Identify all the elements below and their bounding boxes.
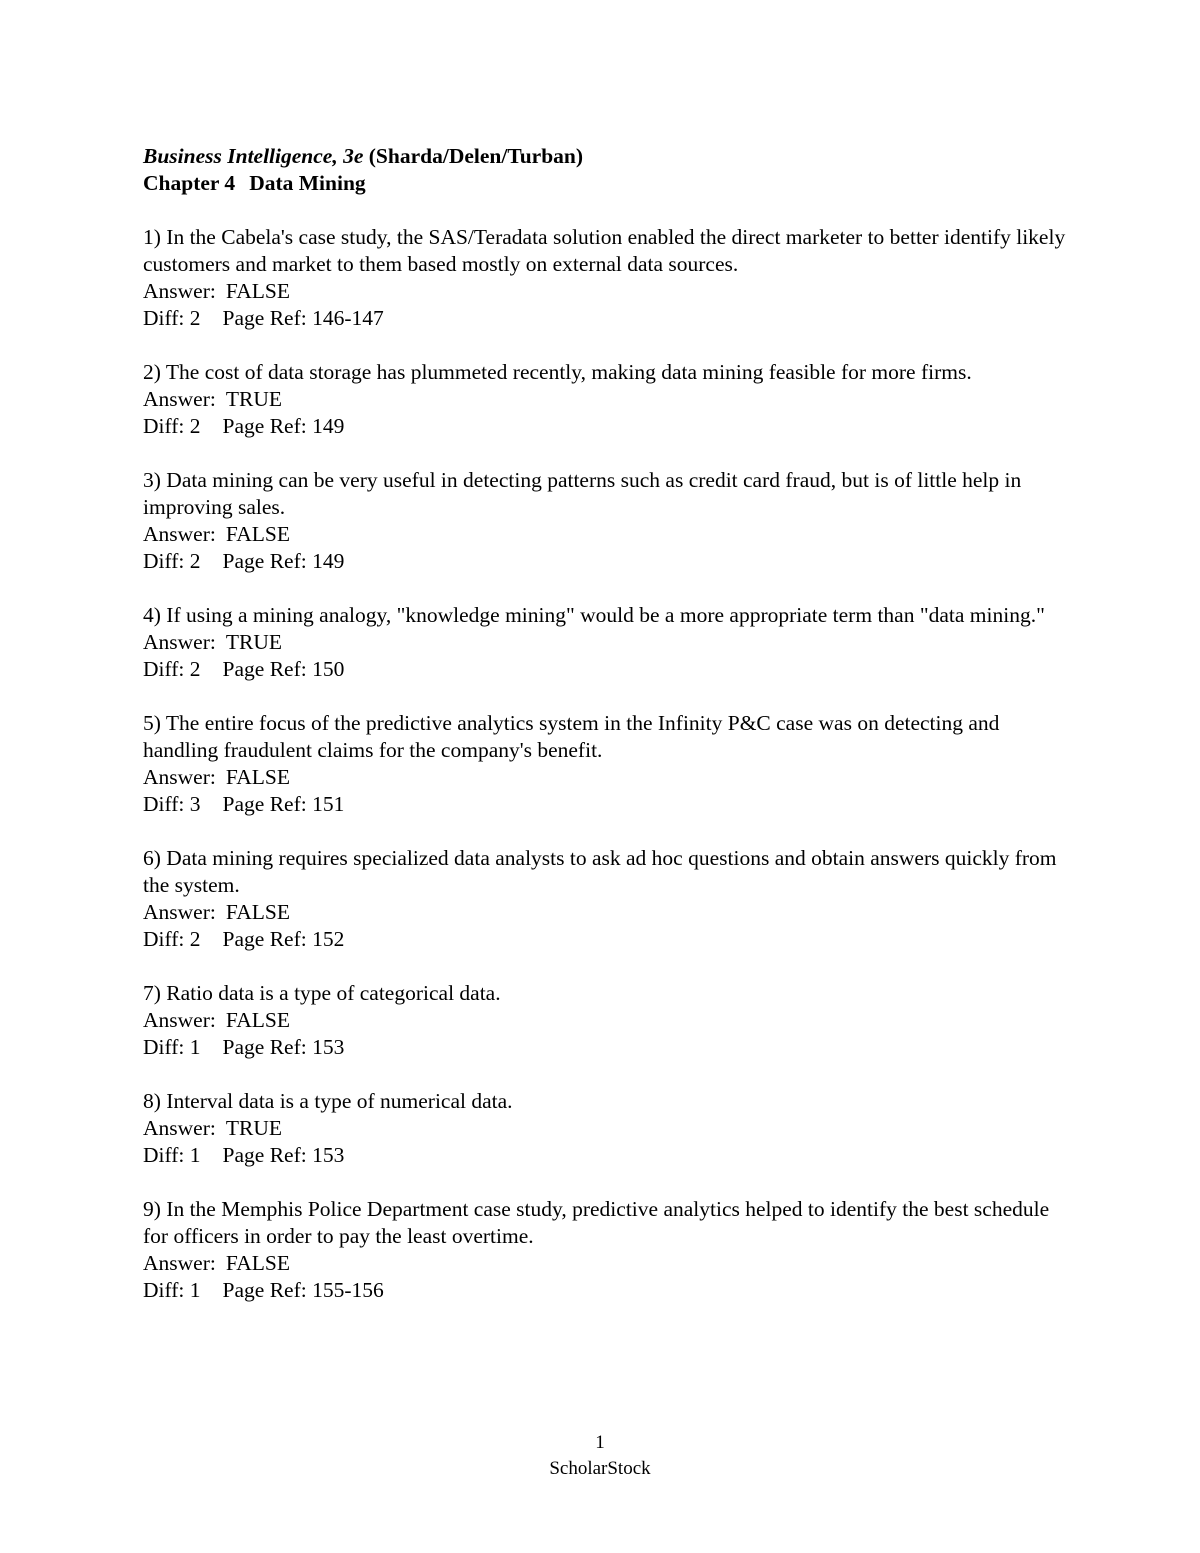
question-item: [143, 224, 1073, 332]
book-title: Business Intelligence, 3e: [143, 144, 364, 168]
answer-label: Answer:: [143, 1116, 216, 1140]
question-number: 2): [143, 360, 161, 384]
question-number: 8): [143, 1089, 161, 1113]
page-ref-label: Page Ref:: [222, 792, 307, 816]
difficulty-line: [143, 1277, 1073, 1304]
page-ref-value: 149: [312, 549, 345, 573]
question-text: [143, 1088, 1073, 1115]
answer-value: FALSE: [225, 279, 290, 303]
chapter-heading: [143, 170, 1073, 197]
question-number: 3): [143, 468, 161, 492]
page-ref-value: 146-147: [312, 306, 384, 330]
page-ref-value: 151: [312, 792, 345, 816]
difficulty-value: 2: [189, 306, 201, 330]
page-content: [143, 143, 1073, 1331]
question-item: [143, 845, 1073, 953]
footer-brand: ScholarStock: [549, 1458, 651, 1479]
difficulty-line: [143, 926, 1073, 953]
question-body: Ratio data is a type of categorical data.: [166, 981, 501, 1005]
difficulty-label: Diff:: [143, 549, 185, 573]
question-body: Data mining requires specialized data analysts to ask ad hoc questions and obtain answers quickly from the system.: [143, 846, 1057, 897]
page-ref-label: Page Ref:: [222, 657, 307, 681]
page-ref-label: Page Ref:: [222, 1035, 307, 1059]
question-text: [143, 845, 1073, 899]
answer-label: Answer:: [143, 1008, 216, 1032]
question-text: [143, 467, 1073, 521]
difficulty-value: 1: [189, 1143, 201, 1167]
difficulty-value: 2: [189, 549, 201, 573]
answer-label: Answer:: [143, 765, 216, 789]
document-title: [143, 143, 1073, 170]
difficulty-label: Diff:: [143, 1278, 185, 1302]
answer-value: FALSE: [225, 522, 290, 546]
page-ref-label: Page Ref:: [222, 1278, 307, 1302]
page-ref-value: 152: [312, 927, 345, 951]
difficulty-line: [143, 656, 1073, 683]
question-number: 5): [143, 711, 161, 735]
page-ref-label: Page Ref:: [222, 414, 307, 438]
answer-line: [143, 764, 1073, 791]
page-ref-value: 150: [312, 657, 345, 681]
difficulty-value: 3: [189, 792, 201, 816]
question-body: Data mining can be very useful in detecting patterns such as credit card fraud, but is of little help in improving sales.: [143, 468, 1022, 519]
answer-line: [143, 521, 1073, 548]
question-text: [143, 224, 1073, 278]
question-text: [143, 359, 1073, 386]
chapter-label: Chapter 4: [143, 171, 236, 195]
difficulty-label: Diff:: [143, 657, 185, 681]
page-ref-value: 153: [312, 1035, 345, 1059]
page-ref-value: 149: [312, 414, 345, 438]
question-body: The entire focus of the predictive analytics system in the Infinity P&C case was on detecting and handling fraudulent claims for the company's benefit.: [143, 711, 1000, 762]
question-body: In the Memphis Police Department case study, predictive analytics helped to identify the best schedule for officers in order to pay the least overtime.: [143, 1197, 1050, 1248]
answer-line: [143, 278, 1073, 305]
difficulty-value: 1: [189, 1278, 201, 1302]
difficulty-line: [143, 305, 1073, 332]
difficulty-value: 1: [189, 1035, 201, 1059]
question-item: [143, 1088, 1073, 1169]
answer-value: FALSE: [225, 1008, 290, 1032]
question-item: [143, 980, 1073, 1061]
answer-value: TRUE: [225, 387, 282, 411]
difficulty-label: Diff:: [143, 1035, 185, 1059]
page-ref-label: Page Ref:: [222, 549, 307, 573]
difficulty-label: Diff:: [143, 792, 185, 816]
page-number: 1: [595, 1432, 605, 1453]
answer-value: FALSE: [225, 765, 290, 789]
answer-value: FALSE: [225, 1251, 290, 1275]
question-text: [143, 980, 1073, 1007]
question-text: [143, 1196, 1073, 1250]
answer-label: Answer:: [143, 387, 216, 411]
difficulty-value: 2: [189, 657, 201, 681]
answer-label: Answer:: [143, 522, 216, 546]
answer-value: FALSE: [225, 900, 290, 924]
question-number: 4): [143, 603, 161, 627]
page-ref-label: Page Ref:: [222, 306, 307, 330]
chapter-title: Data Mining: [249, 171, 366, 195]
page-ref-value: 155-156: [312, 1278, 384, 1302]
answer-line: [143, 629, 1073, 656]
answer-value: TRUE: [225, 630, 282, 654]
answer-label: Answer:: [143, 279, 216, 303]
answer-label: Answer:: [143, 900, 216, 924]
difficulty-line: [143, 1034, 1073, 1061]
difficulty-line: [143, 1142, 1073, 1169]
answer-line: [143, 386, 1073, 413]
difficulty-line: [143, 413, 1073, 440]
question-item: [143, 467, 1073, 575]
question-body: In the Cabela's case study, the SAS/Teradata solution enabled the direct marketer to better identify likely customers and market to them based mostly on external data sources.: [143, 225, 1066, 276]
answer-line: [143, 1250, 1073, 1277]
question-list: [143, 224, 1073, 1304]
answer-label: Answer:: [143, 630, 216, 654]
difficulty-line: [143, 548, 1073, 575]
answer-value: TRUE: [225, 1116, 282, 1140]
page-ref-label: Page Ref:: [222, 927, 307, 951]
question-number: 7): [143, 981, 161, 1005]
answer-line: [143, 899, 1073, 926]
question-item: [143, 1196, 1073, 1304]
question-number: 1): [143, 225, 161, 249]
question-number: 9): [143, 1197, 161, 1221]
question-text: [143, 602, 1073, 629]
difficulty-label: Diff:: [143, 306, 185, 330]
difficulty-label: Diff:: [143, 414, 185, 438]
question-item: [143, 359, 1073, 440]
question-text: [143, 710, 1073, 764]
difficulty-value: 2: [189, 414, 201, 438]
answer-line: [143, 1115, 1073, 1142]
difficulty-line: [143, 791, 1073, 818]
question-body: If using a mining analogy, "knowledge mining" would be a more appropriate term than "data mining.": [166, 603, 1045, 627]
difficulty-value: 2: [189, 927, 201, 951]
question-item: [143, 710, 1073, 818]
question-item: [143, 602, 1073, 683]
difficulty-label: Diff:: [143, 927, 185, 951]
question-body: Interval data is a type of numerical data.: [166, 1089, 513, 1113]
answer-label: Answer:: [143, 1251, 216, 1275]
page-ref-value: 153: [312, 1143, 345, 1167]
difficulty-label: Diff:: [143, 1143, 185, 1167]
page-ref-label: Page Ref:: [222, 1143, 307, 1167]
question-body: The cost of data storage has plummeted recently, making data mining feasible for more firms.: [165, 360, 972, 384]
question-number: 6): [143, 846, 161, 870]
answer-line: [143, 1007, 1073, 1034]
book-authors: (Sharda/Delen/Turban): [368, 144, 584, 168]
